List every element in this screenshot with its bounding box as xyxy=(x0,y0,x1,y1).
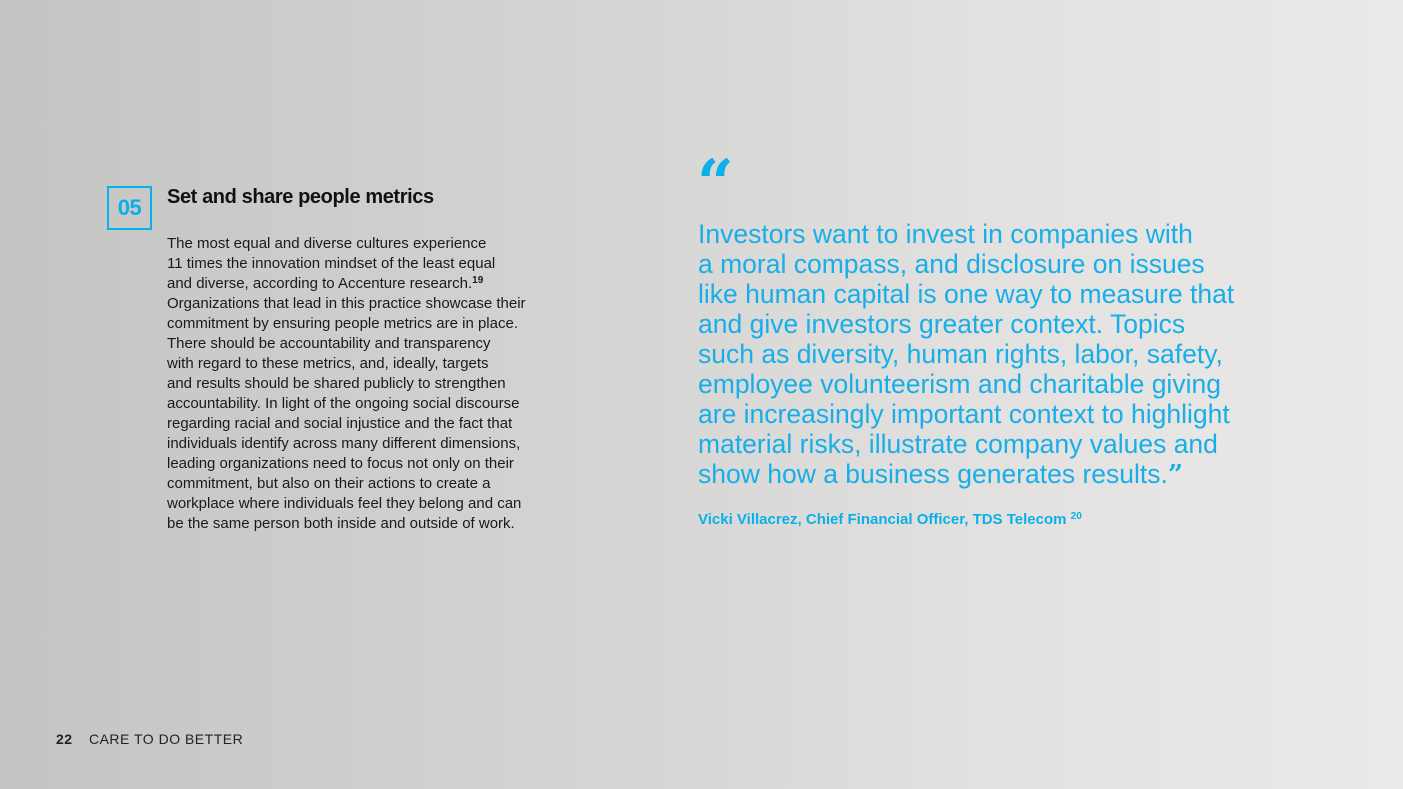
body-line: individuals identify across many different dimensions, xyxy=(167,435,521,452)
body-line-with-ref xyxy=(167,274,587,294)
body-line: regarding racial and social injustice and the fact that xyxy=(167,415,513,432)
footnote-ref: 19 xyxy=(472,275,484,286)
quote-attribution xyxy=(698,511,1082,528)
quote-line: such as diversity, human rights, labor, safety, xyxy=(698,339,1223,369)
quote-line: material risks, illustrate company values and xyxy=(698,429,1218,459)
footnote-ref: 20 xyxy=(1070,511,1082,522)
section-number-badge: 05 xyxy=(107,186,152,230)
page-number: 22 xyxy=(56,731,73,747)
body-line: commitment, but also on their actions to create a xyxy=(167,475,491,492)
body-line: There should be accountability and transparency xyxy=(167,335,491,352)
body-line: 11 times the innovation mindset of the least equal xyxy=(167,255,496,272)
quote-line: employee volunteerism and charitable giving xyxy=(698,369,1221,399)
body-line: The most equal and diverse cultures experience xyxy=(167,235,487,252)
close-quote-icon: ” xyxy=(1167,459,1184,490)
open-quote-icon: “ xyxy=(697,146,734,221)
quote-last-line xyxy=(698,459,1318,490)
quote-line: and give investors greater context. Topics xyxy=(698,309,1186,339)
attribution-text: Vicki Villacrez, Chief Financial Officer, TDS Telecom xyxy=(698,511,1067,528)
quote-line: like human capital is one way to measure that xyxy=(698,279,1235,309)
body-line: and diverse, according to Accenture research. xyxy=(167,275,473,292)
section-title: Set and share people metrics xyxy=(167,186,434,208)
body-line: accountability. In light of the ongoing social discourse xyxy=(167,395,520,412)
body-line: workplace where individuals feel they belong and can xyxy=(167,495,522,512)
quote-line: Investors want to invest in companies with xyxy=(698,219,1193,249)
body-line: Organizations that lead in this practice showcase their xyxy=(167,295,526,312)
body-line: commitment by ensuring people metrics are in place. xyxy=(167,315,518,332)
page-footer xyxy=(56,731,243,747)
document-title: CARE TO DO BETTER xyxy=(88,731,244,747)
body-line: and results should be shared publicly to strengthen xyxy=(167,375,506,392)
body-line: be the same person both inside and outside of work. xyxy=(167,515,515,532)
quote-line: are increasingly important context to highlight xyxy=(698,399,1230,429)
body-text xyxy=(167,234,587,534)
quote-line: a moral compass, and disclosure on issues xyxy=(698,249,1205,279)
body-line: with regard to these metrics, and, ideally, targets xyxy=(167,355,489,372)
body-line: leading organizations need to focus not only on their xyxy=(167,455,514,472)
quote-line: show how a business generates results. xyxy=(698,459,1168,489)
pull-quote xyxy=(698,219,1318,490)
